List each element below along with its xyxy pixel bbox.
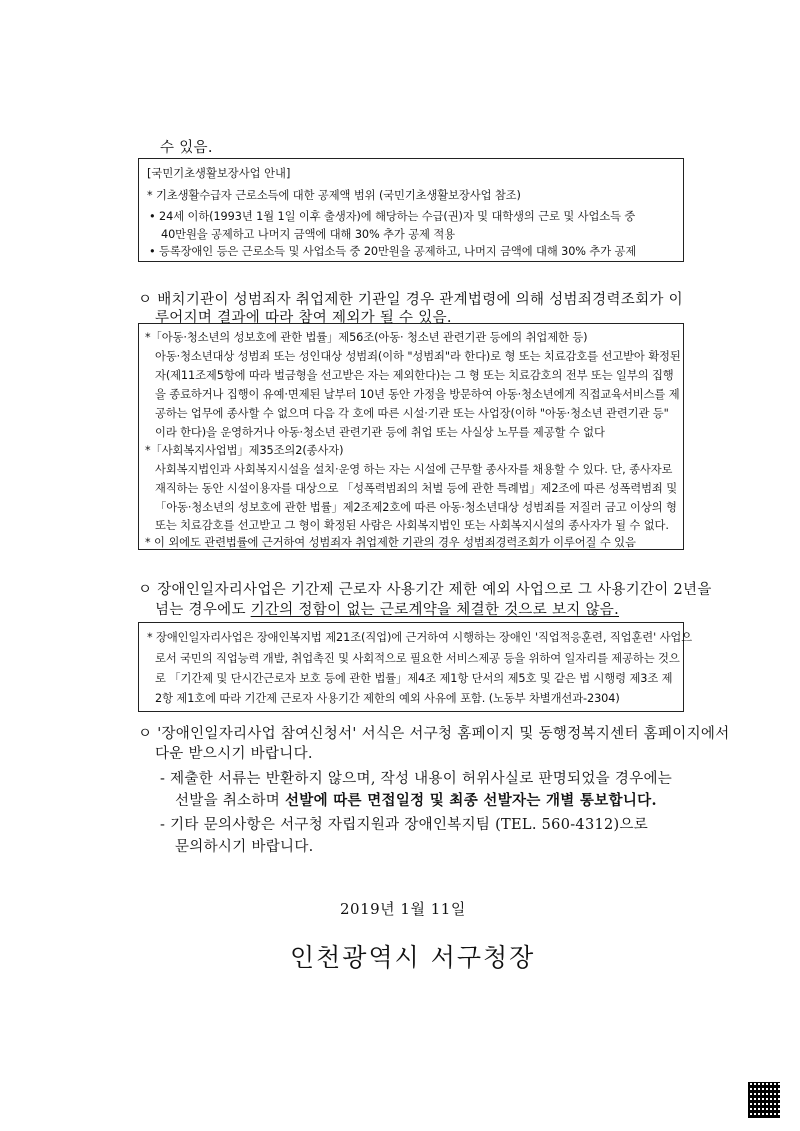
document-date: 2019년 1월 11일 xyxy=(340,900,466,918)
plain-text: 선발을 취소하며 xyxy=(175,793,285,809)
issuer-signature: 인천광역시 서구청장 xyxy=(290,943,536,972)
box-line: 사회복지법인과 사회복지시설을 설치·운영 하는 자는 시설에 근무할 종사자를 채용할 수 있다. 단, 종사자로 xyxy=(155,463,673,476)
sexual-crime-check-text: ㅇ 배치기관이 성범죄자 취업제한 기관일 경우 관계법령에 의해 성범죄경력조회가 이 xyxy=(138,292,683,308)
box-line: • 24세 이하(1993년 1월 1일 이후 출생자)에 해당하는 수급(권)자 및 대학생의 근로 및 사업소득 중 xyxy=(149,210,636,223)
disability-job-project-law-box xyxy=(138,622,693,712)
box-line: 자(제11조제5항에 따라 벌금형을 선고받은 자는 제외한다)는 그 형 또는 치료감호의 전부 또는 일부의 집행 xyxy=(155,369,674,382)
application-form-text: ㅇ '장애인일자리사업 참여신청서' 서식은 서구청 홈페이지 및 동행정복지센터 홈페이지에서 xyxy=(138,726,730,742)
application-form-text: 다운 받으시기 바랍니다. xyxy=(155,746,313,762)
box-line: *「사회복지사업법」제35조의2(종사자) xyxy=(145,444,344,457)
contact-text: - 기타 문의사항은 서구청 자립지원과 장애인복지팀 (TEL. 560-4312)으로 xyxy=(160,817,649,833)
continued-text: 수 있음. xyxy=(160,140,213,156)
box-line: *「아동·청소년의 성보호에 관한 법률」제56조(아동· 청소년 관련기관 등에의 취업제한 등) xyxy=(145,331,588,344)
contact-text: 문의하시기 바랍니다. xyxy=(175,839,314,855)
submission-notice-text: - 제출한 서류는 반환하지 않으며, 작성 내용이 허위사실로 판명되었을 경우에는 xyxy=(160,771,673,787)
plain-text: 넘는 경우에도 xyxy=(155,602,251,618)
underlined-text: 기간의 정함이 없는 근로계약을 체결한 것으로 보지 않음. xyxy=(250,602,620,618)
submission-notice-text xyxy=(175,789,657,810)
box-line: 아동·청소년대상 성범죄 또는 성인대상 성범죄(이하 "성범죄"라 한다)로 형 또는 치료감호를 선고받아 확정된 xyxy=(155,350,681,363)
box-title: [국민기초생활보장사업 안내] xyxy=(147,167,291,180)
sexual-crime-check-text: 루어지며 결과에 따라 참여 제외가 될 수 있음. xyxy=(155,310,452,326)
qr-code xyxy=(748,1082,780,1118)
box-line: 을 종료하거나 집행이 유예·면제된 날부터 10년 동안 가정을 방문하여 아동·청소년에게 직접교육서비스를 제 xyxy=(155,388,680,401)
box-line: 40만원을 공제하고 나머지 금액에 대해 30% 추가 공제 적용 xyxy=(161,228,455,241)
employment-restriction-law-box xyxy=(138,323,684,550)
box-line: 2항 제1호에 따라 기간제 근로자 사용기간 제한의 예외 사유에 포함. (노동부 차별개선과-2304) xyxy=(155,692,620,705)
box-line: 재직하는 동안 시설이용자를 대상으로 「성폭력범죄의 처벌 등에 관한 특례법」제2조에 따른 성폭력범죄 및 xyxy=(155,482,678,495)
box-line: 로서 국민의 직업능력 개발, 취업촉진 및 사회적으로 필요한 서비스제공 등을 위하여 일자리를 제공하는 것으 xyxy=(155,652,680,665)
box-line: 이라 한다)을 운영하거나 아동·청소년 관련기관 등에 취업 또는 사실상 노무를 제공할 수 없다 xyxy=(155,426,605,439)
box-line: • 등록장애인 등은 근로소득 및 사업소득 중 20만원을 공제하고, 나머지 금액에 대해 30% 추가 공제 xyxy=(149,245,637,258)
box-line: 「아동·청소년의 성보호에 관한 법률」제2조제2호에 따른 아동·청소년대상 성범죄를 저질러 금고 이상의 형 xyxy=(155,501,677,514)
box-line: 로 「기간제 및 단시간근로자 보호 등에 관한 법률」제4조 제1항 단서의 제5호 및 같은 법 시행령 제3조 제 xyxy=(155,672,673,685)
usage-period-exception-text xyxy=(155,598,619,619)
box-line: * 이 외에도 관련법률에 근거하여 성범죄자 취업제한 기관의 경우 성범죄경력조회가 이루어질 수 있음 xyxy=(145,536,636,549)
box-line: 또는 치료감호를 선고받고 그 형이 확정된 사람은 사회복지법인 또는 사회복지시설의 종사자가 될 수 없다. xyxy=(155,519,669,532)
bold-text: 선발에 따른 면접일정 및 최종 선발자는 개별 통보합니다. xyxy=(284,792,657,809)
basic-livelihood-info-box xyxy=(138,158,684,262)
usage-period-exception-text: ㅇ 장애인일자리사업은 기간제 근로자 사용기간 제한 예외 사업으로 그 사용기간이 2년을 xyxy=(138,582,712,598)
box-line: 공하는 업무에 종사할 수 없으며 다음 각 호에 따른 시설·기관 또는 사업장(이하 "아동·청소년 관련기관 등" xyxy=(155,407,669,420)
box-line: * 장애인일자리사업은 장애인복지법 제21조(직업)에 근거하여 시행하는 장애인 '직업적응훈련, 직업훈련' 사업으 xyxy=(147,631,693,644)
box-line: * 기초생활수급자 근로소득에 대한 공제액 범위 (국민기초생활보장사업 참조) xyxy=(147,189,521,202)
